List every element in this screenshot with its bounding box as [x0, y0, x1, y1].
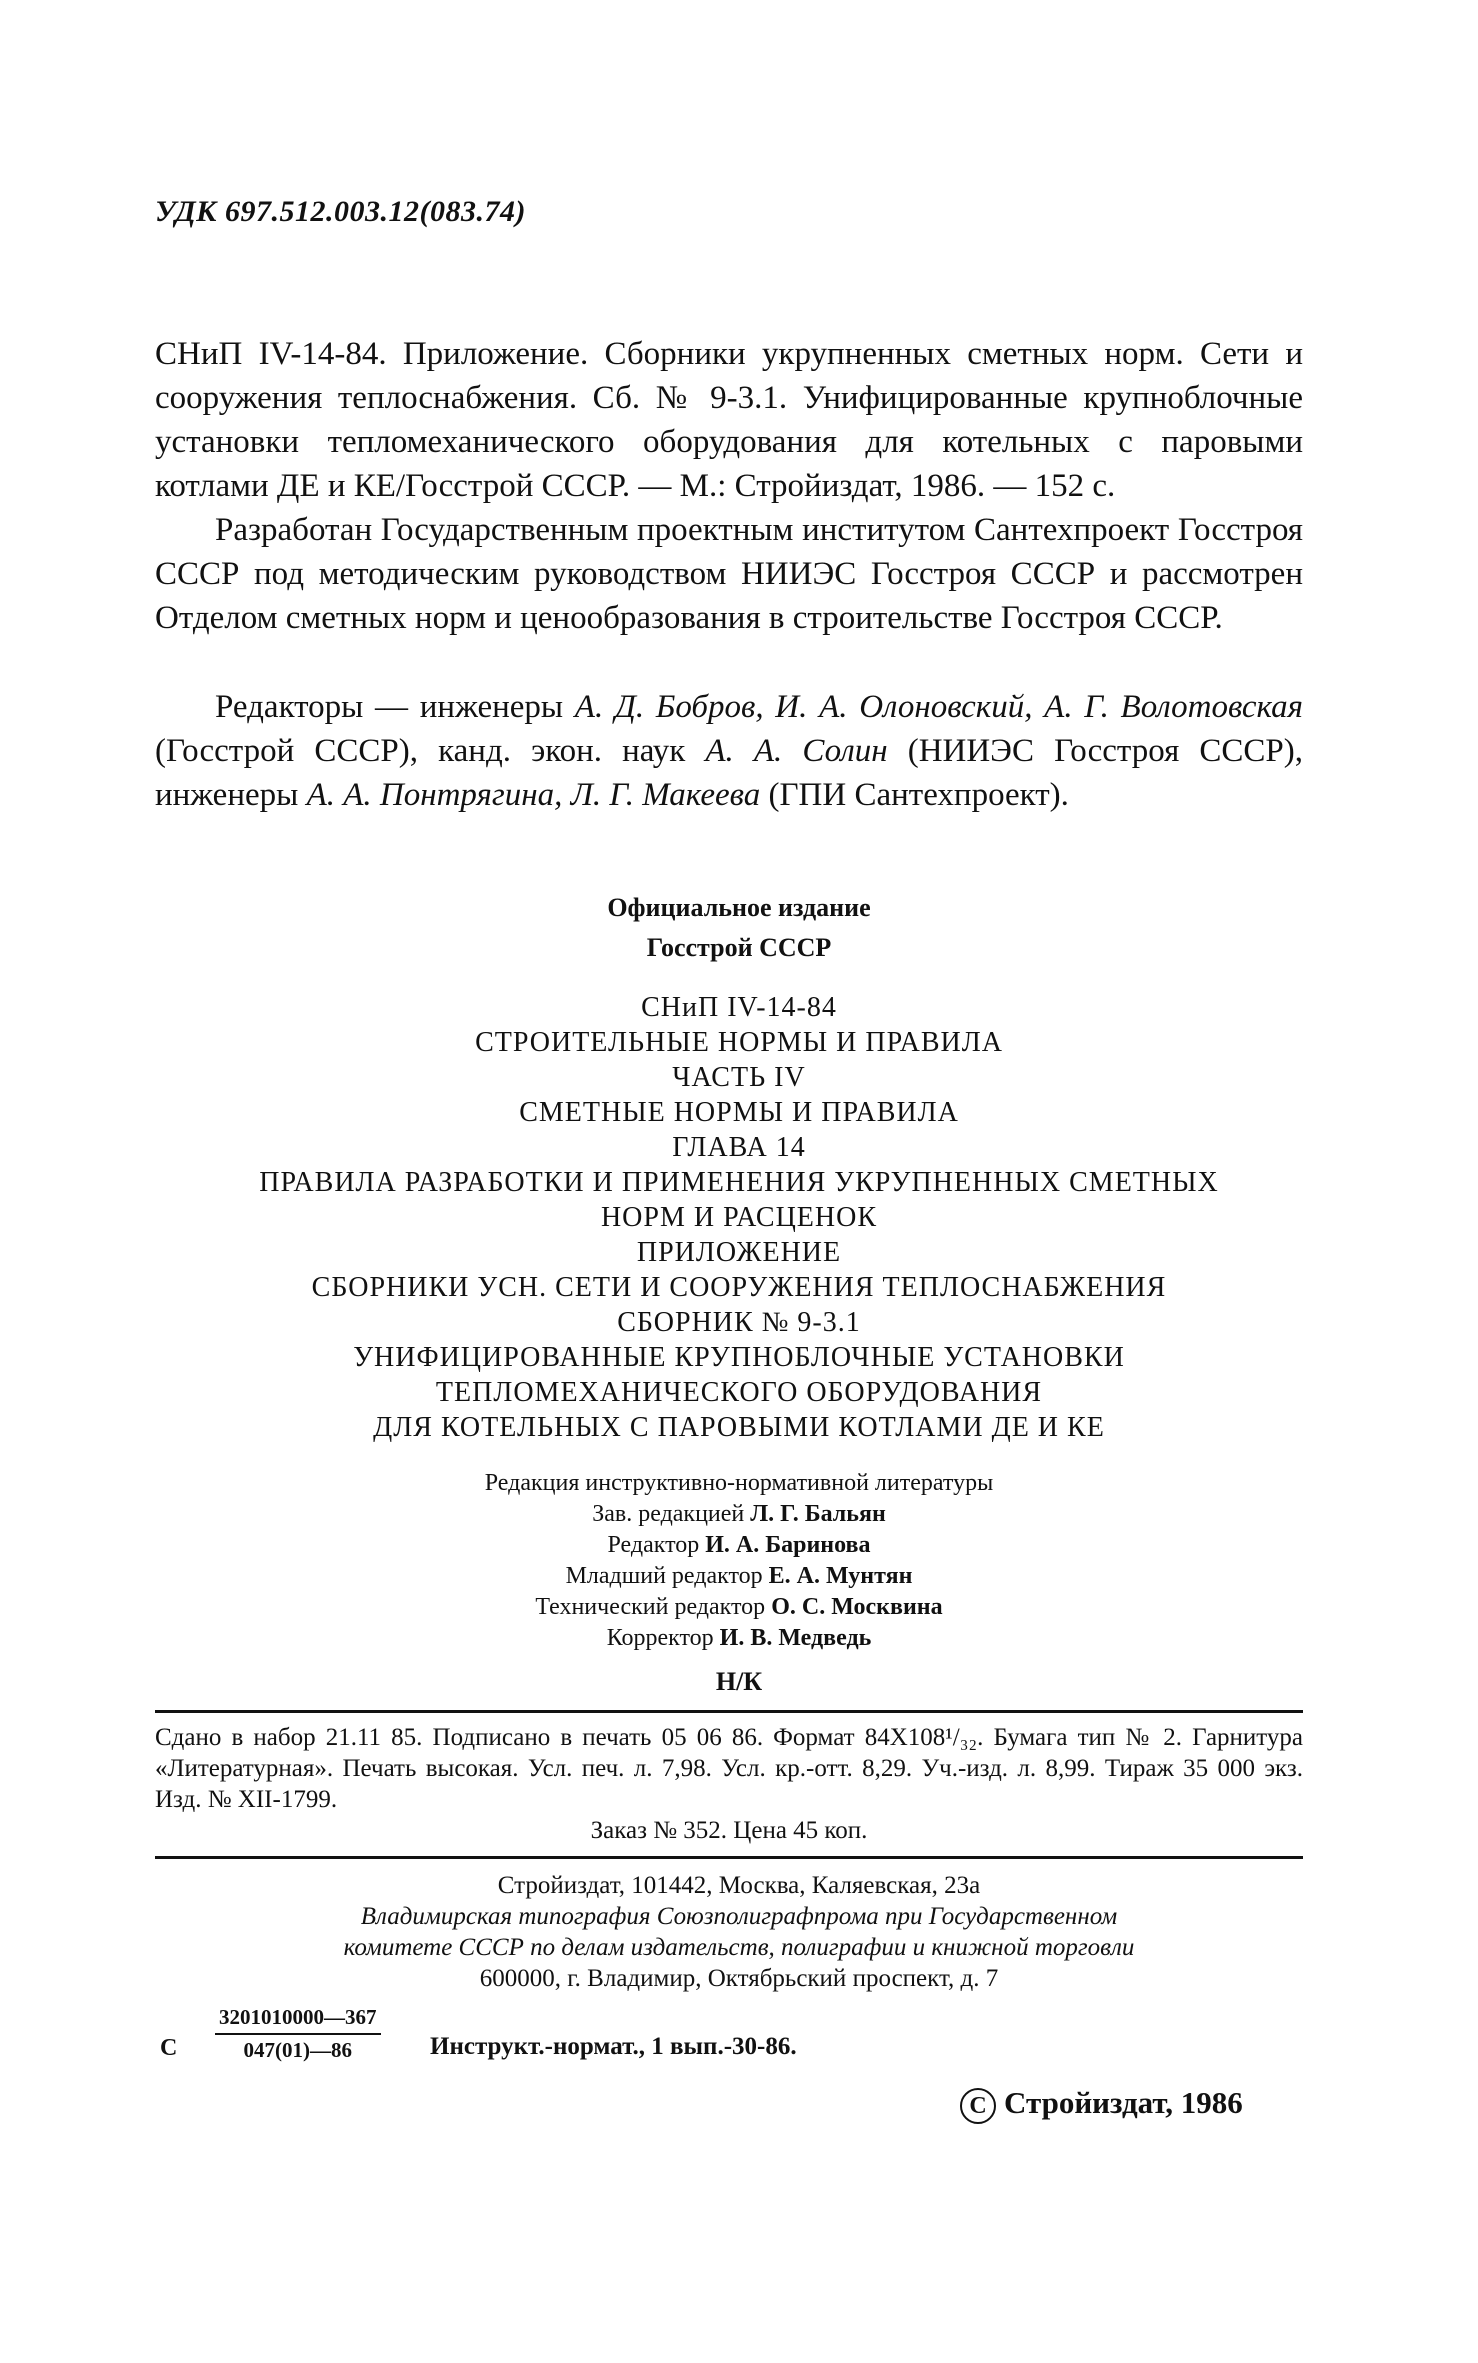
- copyright-text: Стройиздат, 1986: [1004, 2085, 1243, 2120]
- staff-line: Редактор И. А. Баринова: [607, 1532, 871, 1558]
- title-line: УНИФИЦИРОВАННЫЕ КРУПНОБЛОЧНЫЕ УСТАНОВКИ: [353, 1342, 1125, 1373]
- spacer: [0, 420, 1478, 421]
- gosstroy-label: Госстрой СССР: [646, 933, 832, 962]
- catalog-letter: С: [160, 2035, 178, 2061]
- title-line: ПРИЛОЖЕНИЕ: [636, 1237, 842, 1268]
- imprint-order: Заказ № 352. Цена 45 коп.: [590, 1817, 868, 1844]
- staff-line: Зав. редакцией Л. Г. Бальян: [592, 1501, 886, 1527]
- editors-credits: [155, 685, 1303, 817]
- staff-line: Технический редактор О. С. Москвина: [535, 1594, 943, 1620]
- staff-line: Корректор И. В. Медведь: [606, 1625, 872, 1651]
- catalog-denominator: 047(01)—86: [243, 2038, 352, 2062]
- bibliographic-description: [155, 332, 1303, 640]
- copyright-icon: C: [960, 2088, 996, 2124]
- catalog-index: [215, 2005, 381, 2063]
- title-line: СБОРНИКИ УСН. СЕТИ И СООРУЖЕНИЯ ТЕПЛОСНАБЖЕНИЯ: [311, 1272, 1167, 1303]
- editors-text-1: Редакторы — инженеры: [215, 689, 575, 725]
- official-edition: Официальное издание: [607, 893, 871, 922]
- editors-names-2: А. А. Солин: [705, 733, 888, 769]
- publisher-block: [150, 1870, 1328, 1994]
- udk-code: УДК 697.512.003.12(083.74): [155, 195, 526, 228]
- publisher-line: 600000, г. Владимир, Октябрьский проспект, д. 7: [479, 1965, 999, 1992]
- title-line: ТЕПЛОМЕХАНИЧЕСКОГО ОБОРУДОВАНИЯ: [435, 1377, 1043, 1408]
- publisher-line: комитете СССР по делам издательств, полиграфии и книжной торговли: [343, 1934, 1135, 1961]
- title-line: СНиП IV-14-84: [641, 992, 837, 1023]
- title-line: СТРОИТЕЛЬНЫЕ НОРМЫ И ПРАВИЛА: [475, 1027, 1003, 1058]
- editors-text-4: (ГПИ Сантехпроект).: [760, 777, 1069, 813]
- editors-paragraph: [155, 685, 1303, 817]
- staff-line: Редакция инструктивно-нормативной литературы: [484, 1470, 994, 1496]
- staff-line: Младший редактор Е. А. Мунтян: [565, 1563, 913, 1589]
- bibliography-entry: СНиП IV-14-84. Приложение. Сборники укрупненных сметных норм. Сети и сооружения теплоснабжения. Сб. № 9-3.1. Унифицированные крупноблочные установки тепломеханического оборудования для котельных с паровыми котлами ДЕ и КЕ/Госстрой СССР. — М.: Стройиздат, 1986. — 152 с.: [155, 336, 1303, 504]
- publisher-line: Владимирская типография Союзполиграфпрома при Государственном: [360, 1903, 1118, 1930]
- publisher-line: Стройиздат, 101442, Москва, Каляевская, 23а: [497, 1872, 981, 1899]
- title-line: НОРМ И РАСЦЕНОК: [600, 1202, 878, 1233]
- title-line: ГЛАВА 14: [672, 1132, 806, 1163]
- print-imprint: [155, 1722, 1303, 1846]
- editorial-staff: [150, 1468, 1328, 1654]
- developer-note: Разработан Государственным проектным институтом Сантехпроект Госстроя СССР под методическим руководством НИИЭС Госстроя СССР и рассмотрен Отделом сметных норм и ценообразования в строительстве Госстроя СССР.: [155, 512, 1303, 636]
- official-edition-block: [150, 888, 1328, 968]
- editors-names-1: А. Д. Бобров, И. А. Олоновский, А. Г. Волотовская: [574, 689, 1303, 725]
- editors-names-3: А. А. Понтрягина, Л. Г. Макеева: [306, 777, 761, 813]
- editors-text-3: (НИИЭС Госстроя СССР), инженеры: [155, 733, 1303, 813]
- copyright-line: [960, 2085, 1243, 2124]
- title-line: СБОРНИК № 9-3.1: [617, 1307, 861, 1338]
- catalog-numerator: 3201010000—367: [215, 2005, 381, 2035]
- divider-top: [155, 1710, 1303, 1713]
- title-block: [150, 990, 1328, 1445]
- imprint-text: Сдано в набор 21.11 85. Подписано в печать 05 06 86. Формат 84X108¹/₃₂. Бумага тип № 2. Гарнитура «Литературная». Печать высокая. Усл. печ. л. 7,98. Усл. кр.-отт. 8,29. Уч.-изд. л. 8,99. Тираж 35 000 экз. Изд. № XII-1799.: [155, 1724, 1303, 1813]
- divider-bottom: [155, 1856, 1303, 1859]
- title-line: ПРАВИЛА РАЗРАБОТКИ И ПРИМЕНЕНИЯ УКРУПНЕННЫХ СМЕТНЫХ: [259, 1167, 1219, 1198]
- editors-text-2: (Госстрой СССР), канд. экон. наук: [155, 733, 706, 769]
- instruction-series: Инструкт.-нормат., 1 вып.-30-86.: [430, 2033, 797, 2060]
- title-line: СМЕТНЫЕ НОРМЫ И ПРАВИЛА: [519, 1097, 959, 1128]
- title-line: ДЛЯ КОТЕЛЬНЫХ С ПАРОВЫМИ КОТЛАМИ ДЕ И КЕ: [373, 1412, 1105, 1443]
- title-line: ЧАСТЬ IV: [672, 1062, 806, 1093]
- nk-mark: Н/К: [715, 1667, 763, 1696]
